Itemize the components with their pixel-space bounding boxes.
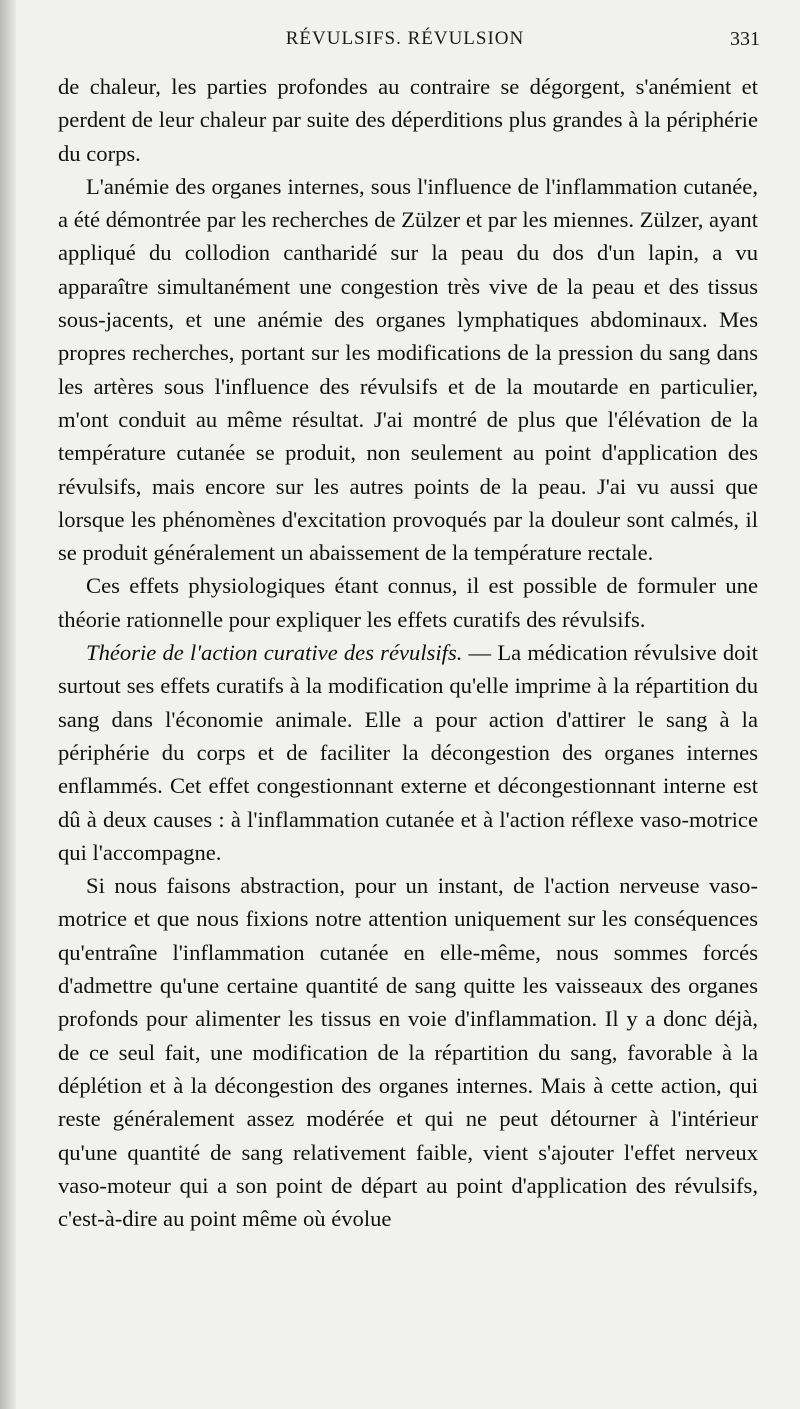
paragraph: Ces effets physiologiques étant connus, il est possible de formuler une théorie rationnelle pour expliquer les effets curatifs des révulsifs. bbox=[58, 573, 758, 632]
paragraph-continuation: de chaleur, les parties profondes au contraire se dégorgent, s'anémient et perdent de leur chaleur par suite des déperditions plus grandes à la périphérie du corps. bbox=[58, 74, 758, 166]
section-heading: Théorie de l'action curative des révulsifs. bbox=[86, 640, 463, 666]
page-number: 331 bbox=[730, 28, 760, 50]
page-body bbox=[58, 70, 758, 1235]
paragraph-text: — La médication révulsive doit surtout ses effets curatifs à la modification qu'elle imprime à la répartition du sang dans l'économie animale. Elle a pour action d'attirer le sang à la périphérie du corps et de faciliter la décongestion des organes internes enflammés. Cet effet congestionnant externe et décongestionnant interne est dû à deux causes : à l'inflammation cutanée et à l'action réflexe vaso-motrice qui l'accompagne. bbox=[58, 640, 758, 865]
page-gutter-shadow bbox=[0, 0, 16, 1409]
page-header bbox=[50, 28, 760, 60]
paragraph-with-heading bbox=[58, 636, 758, 869]
running-title: RÉVULSIFS. RÉVULSION bbox=[285, 28, 525, 49]
paragraph: L'anémie des organes internes, sous l'influence de l'inflammation cutanée, a été démontrée par les recherches de Zülzer et par les miennes. Zülzer, ayant appliqué du collodion cantharidé sur la peau du dos d'un lapin, a vu apparaître simultanément une congestion très vive de la peau et des tissus sous-jacents, et une anémie des organes lymphatiques abdominaux. Mes propres recherches, portant sur les modifications de la pression du sang dans les artères sous l'influence des révulsifs et de la moutarde en particulier, m'ont conduit au même résultat. J'ai montré de plus que l'élévation de la température cutanée se produit, non seulement au point d'application des révulsifs, mais encore sur les autres points de la peau. J'ai vu aussi que lorsque les phénomènes d'excitation provoqués par la douleur sont calmés, il se produit généralement un abaissement de la température rectale. bbox=[58, 173, 758, 566]
paragraph: Si nous faisons abstraction, pour un instant, de l'action nerveuse vaso-motrice et que nous fixions notre attention uniquement sur les conséquences qu'entraîne l'inflammation cutanée en elle-même, nous sommes forcés d'admettre qu'une certaine quantité de sang quitte les vaisseaux des organes profonds pour alimenter les tissus en voie d'inflammation. Il y a donc déjà, de ce seul fait, une modification de la répartition du sang, favorable à la déplétion et à la décongestion des organes internes. Mais à cette action, qui reste généralement assez modérée et qui ne peut détourner à l'intérieur qu'une quantité de sang relativement faible, vient s'ajouter l'effet nerveux vaso-moteur qui a son point de départ au point d'application des révulsifs, c'est-à-dire au point même où évolue bbox=[58, 873, 758, 1232]
